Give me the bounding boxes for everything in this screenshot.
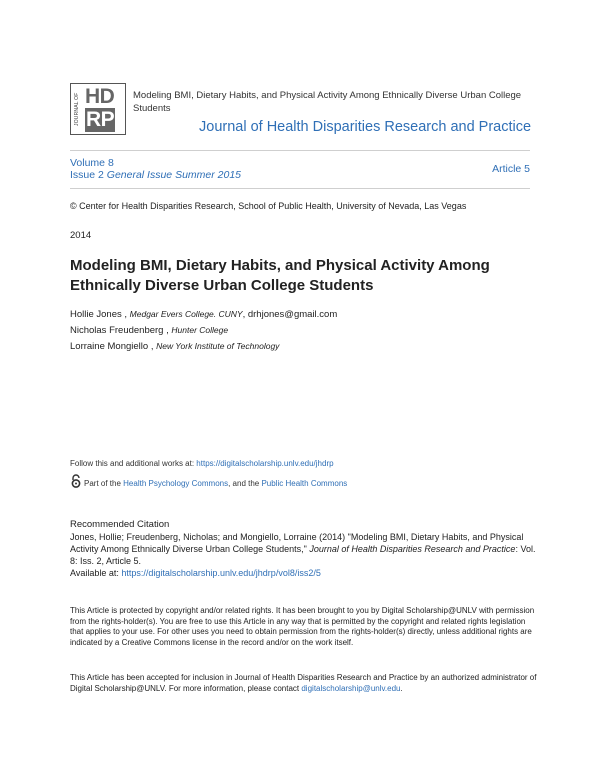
follow-text: Follow this and additional works at:	[70, 459, 195, 468]
author-name[interactable]: Hollie Jones	[70, 309, 122, 320]
author-name[interactable]: Lorraine Mongiello	[70, 341, 149, 352]
journal-name-link[interactable]: Journal of Health Disparities Research and Practice	[199, 119, 532, 135]
author-affiliation: Hunter College	[171, 325, 229, 335]
journal-logo	[70, 83, 126, 135]
contact-email-link[interactable]: digitalscholarship@unlv.edu	[301, 683, 401, 693]
logo-top-letters: HD	[85, 85, 115, 108]
copyright-line: © Center for Health Disparities Research, School of Public Health, University of Nevada, Las Vegas	[70, 201, 467, 211]
citation-journal: Journal of Health Disparities Research and Practice	[309, 544, 516, 554]
author-line: Lorraine Mongiello , New York Institute of Technology	[70, 341, 280, 352]
citation-text: Jones, Hollie; Freudenberg, Nicholas; and Mongiello, Lorraine (2014) "Modeling BMI, Dietary Habits, and Physical Activity Among Ethnically Diverse Urban College Students,"	[70, 532, 524, 554]
header-article-title: Modeling BMI, Dietary Habits, and Physical Activity Among Ethnically Diverse Urban College Students	[133, 90, 522, 114]
follow-link[interactable]: https://digitalscholarship.unlv.edu/jhdrp	[196, 459, 334, 468]
article-title: Modeling BMI, Dietary Habits, and Physical Activity Among Ethnically Diverse Urban College Students	[70, 257, 490, 294]
part-of-line	[84, 479, 347, 488]
citation-body	[70, 531, 540, 579]
logo-side-text: JOURNAL OF	[74, 92, 80, 126]
open-access-icon	[70, 474, 82, 488]
public-health-commons-link[interactable]: Public Health Commons	[261, 479, 348, 488]
author-email: drhjones@gmail.com	[247, 309, 338, 320]
rights-notice: This Article is protected by copyright and/or related rights. It has been brought to you by Digital Scholarship@UNLV with permission from the rights-holder(s). You are free to use this Article in any way that is permitted by the copyright and related rights legislation that applies to your use. For other uses you need to obtain permission from the rights-holder(s) directly, unless additional rights are indicated by a Creative Commons license in the record and/or on the work itself.	[70, 606, 535, 647]
logo-bottom-letters: RP	[86, 108, 115, 131]
citation-volume: : Vol. 8: Iss. 2, Article 5.	[70, 544, 536, 566]
divider-top	[70, 150, 530, 151]
part-of-middle: , and the	[228, 479, 260, 488]
part-of-prefix: Part of the	[84, 479, 121, 488]
citation-heading: Recommended Citation	[70, 519, 170, 530]
acceptance-text: This Article has been accepted for inclusion in Journal of Health Disparities Research and Practice by an authorized administrator of Digital Scholarship@UNLV. For more information, please contact	[70, 673, 537, 693]
issue-name-link[interactable]: General Issue Summer 2015	[106, 169, 242, 181]
available-label: Available at:	[70, 568, 119, 578]
follow-line	[70, 459, 334, 468]
publication-year: 2014	[70, 230, 92, 241]
acceptance-notice	[70, 673, 540, 694]
citation-url-link[interactable]: https://digitalscholarship.unlv.edu/jhdrp/vol8/iss2/5	[121, 568, 321, 578]
acceptance-end: .	[400, 683, 403, 693]
issue-line	[70, 169, 241, 181]
issue-link[interactable]: Issue 2	[70, 169, 104, 181]
article-number-link[interactable]: Article 5	[492, 163, 530, 175]
author-name[interactable]: Nicholas Freudenberg	[70, 325, 164, 336]
author-line: Hollie Jones , Medgar Evers College. CUNY, drhjones@gmail.com	[70, 309, 338, 320]
volume-link[interactable]: Volume 8	[70, 157, 114, 169]
author-affiliation: Medgar Evers College. CUNY	[129, 309, 243, 319]
author-affiliation: New York Institute of Technology	[156, 341, 280, 351]
health-psychology-commons-link[interactable]: Health Psychology Commons	[123, 479, 229, 488]
author-line: Nicholas Freudenberg , Hunter College	[70, 325, 229, 336]
divider-middle	[70, 188, 530, 189]
